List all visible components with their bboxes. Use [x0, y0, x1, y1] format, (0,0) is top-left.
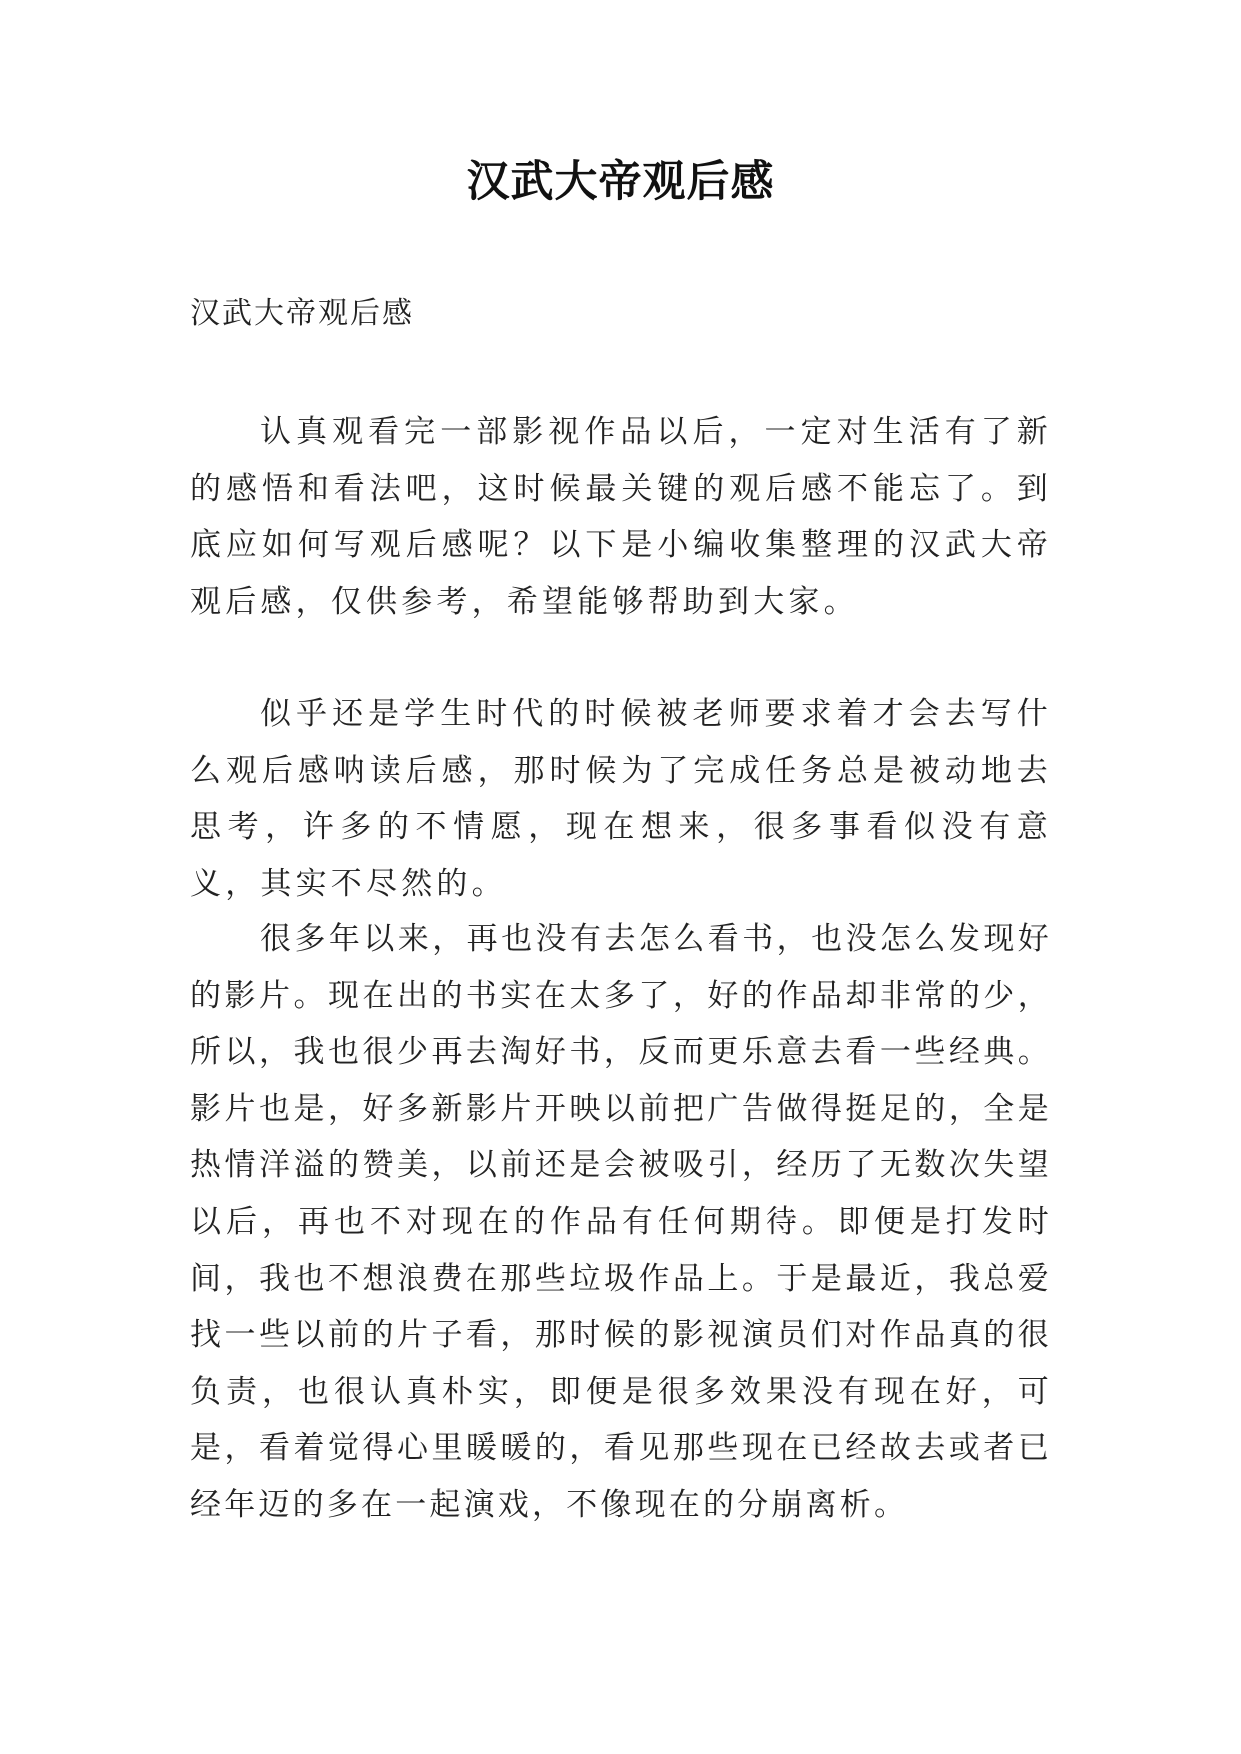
paragraph-student-days: 似乎还是学生时代的时候被老师要求着才会去写什么观后感呐读后感，那时候为了完成任务总是被动地去思考，许多的不情愿，现在想来，很多事看似没有意义，其实不尽然的。 [190, 696, 1052, 902]
document-title: 汉武大帝观后感 [466, 157, 775, 207]
paragraph-classic-films: 很多年以来，再也没有去怎么看书，也没怎么发现好的影片。现在出的书实在太多了，好的作品却非常的少，所以，我也很少再去淘好书，反而更乐意去看一些经典。影片也是，好多新影片开映以前把广告做得挺足的，全是热情洋溢的赞美，以前还是会被吸引，经历了无数次失望以后，再也不对现在的作品有任何期待。即便是打发时间，我也不想浪费在那些垃圾作品上。于是最近，我总爱找一些以前的片子看，那时候的影视演员们对作品真的很负责，也很认真朴实，即便是很多效果没有现在好，可是，看着觉得心里暖暖的，看见那些现在已经故去或者已经年迈的多在一起演戏，不像现在的分崩离析。 [190, 921, 1052, 1523]
paragraph-intro: 认真观看完一部影视作品以后，一定对生活有了新的感悟和看法吧，这时候最关键的观后感不能忘了。到底应如何写观后感呢？以下是小编收集整理的汉武大帝观后感，仅供参考，希望能够帮助到大家。 [190, 414, 1052, 620]
document-subtitle: 汉武大帝观后感 [190, 296, 414, 331]
